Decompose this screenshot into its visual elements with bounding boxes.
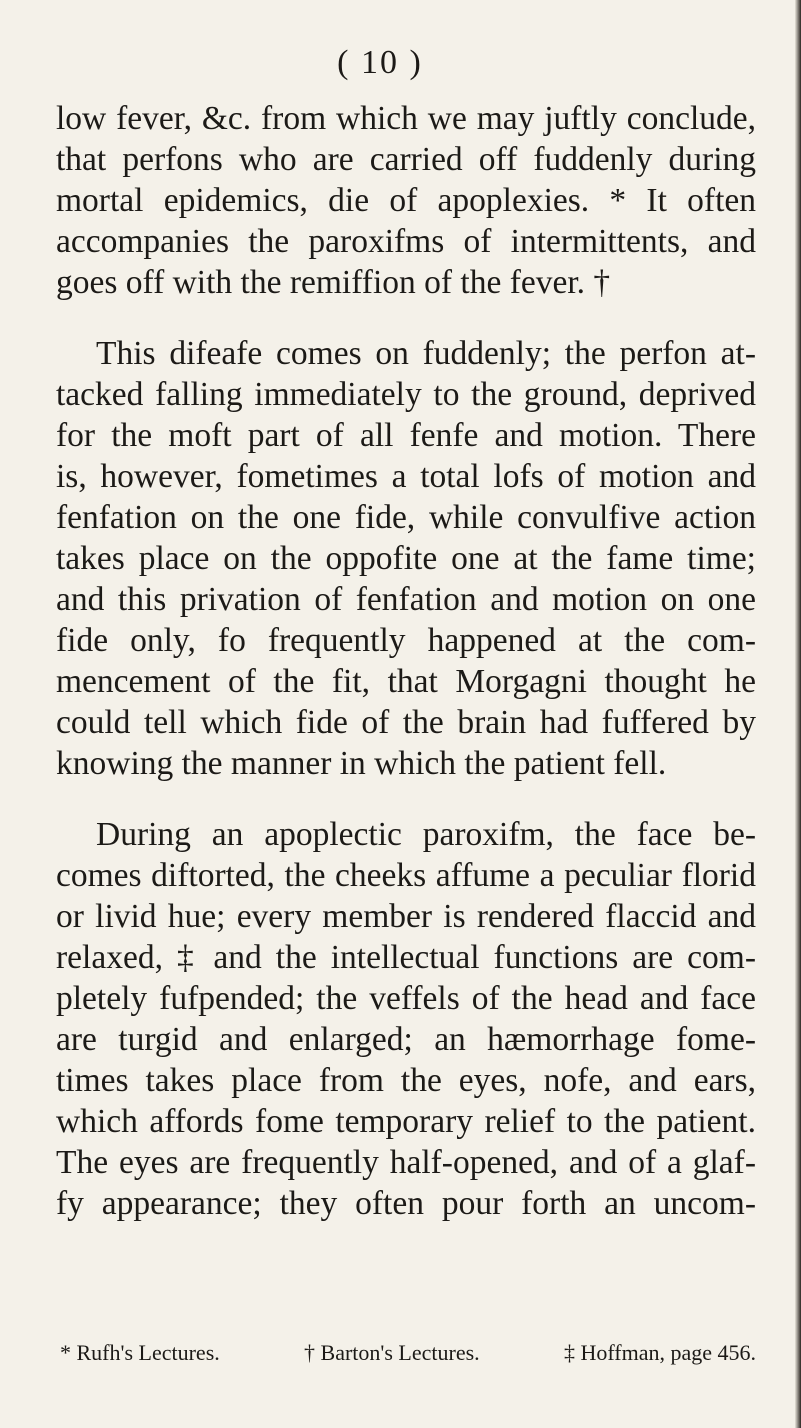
text-line: tacked falling immediately to the ground, deprived <box>56 376 756 413</box>
text-line: is, however, fometimes a total lofs of motion and <box>56 458 756 495</box>
text-line: fenfation on the one fide, while convulfive action <box>56 499 756 536</box>
text-line: for the moft part of all fenfe and motion. There <box>56 417 756 454</box>
footnote: * Rufh's Lectures. <box>60 1340 220 1365</box>
text-line: which affords fome temporary relief to the patient. <box>56 1103 756 1140</box>
text-line: goes off with the remiffion of the fever. † <box>56 264 611 301</box>
paragraph-gap <box>56 784 756 814</box>
text-line: that perfons who are carried off fuddenly during <box>56 141 756 178</box>
text-line: pletely fufpended; the veffels of the head and face <box>56 980 756 1017</box>
text-line: fide only, fo frequently happened at the com- <box>56 622 756 659</box>
paragraph <box>56 814 756 1224</box>
text-line: mortal epidemics, die of apoplexies. * It often <box>56 182 756 219</box>
text-line: are turgid and enlarged; an hæmorrhage fome- <box>56 1021 756 1058</box>
text-line: times takes place from the eyes, nofe, and ears, <box>56 1062 756 1099</box>
text-line: fy appearance; they often pour forth an uncom- <box>56 1185 756 1222</box>
page-spine-edge <box>795 0 801 1428</box>
text-line: could tell which fide of the brain had fuffered by <box>56 704 756 741</box>
text-line: mencement of the fit, that Morgagni thought he <box>56 663 756 700</box>
paragraph <box>56 98 756 303</box>
text-line: knowing the manner in which the patient fell. <box>56 745 667 782</box>
text-line: comes diftorted, the cheeks affume a peculiar florid <box>56 857 756 894</box>
body-text <box>56 98 756 1224</box>
footnotes <box>60 1340 756 1366</box>
text-line: accompanies the paroxifms of intermittents, and <box>56 223 756 260</box>
text-line: and this privation of fenfation and motion on one <box>56 581 756 618</box>
text-line: low fever, &c. from which we may juftly conclude, <box>56 100 756 137</box>
text-line: relaxed, ‡ and the intellectual functions are com- <box>56 939 756 976</box>
footnote: † Barton's Lectures. <box>304 1340 480 1365</box>
footnote: ‡ Hoffman, page 456. <box>563 1340 756 1365</box>
text-line: or livid hue; every member is rendered flaccid and <box>56 898 756 935</box>
paragraph <box>56 333 756 784</box>
text-line: This difeafe comes on fuddenly; the perfon at- <box>96 335 756 372</box>
page-number: ( 10 ) <box>337 44 423 81</box>
text-line: The eyes are frequently half-opened, and of a glaf- <box>56 1144 756 1181</box>
text-line: During an apoplectic paroxifm, the face be- <box>96 816 756 853</box>
paragraph-gap <box>56 303 756 333</box>
text-line: takes place on the oppofite one at the fame time; <box>56 540 756 577</box>
